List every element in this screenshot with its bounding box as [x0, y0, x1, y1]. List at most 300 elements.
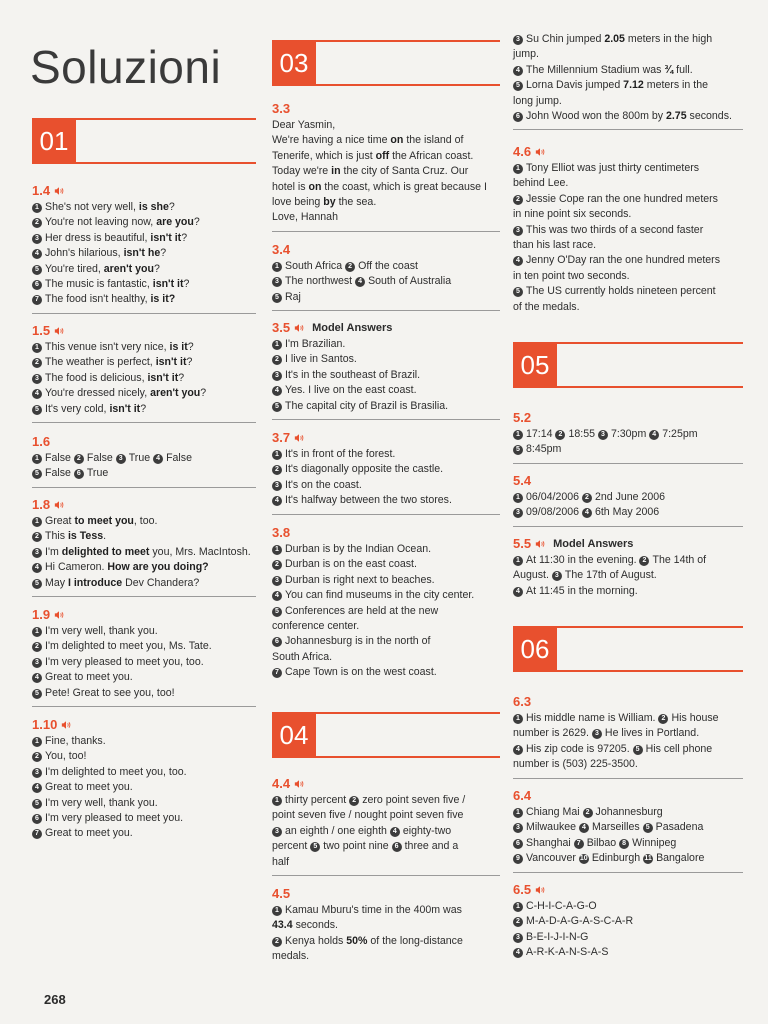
answer-text: ?: [187, 341, 194, 353]
answer-line: [272, 619, 500, 634]
section-heading: [513, 473, 743, 488]
item-number-badge: 4: [579, 823, 589, 833]
answer-text: 8:45pm: [526, 443, 562, 456]
answer-text: Tenerife, which is just: [272, 149, 376, 162]
bold-answer: on: [390, 134, 404, 147]
answer-line: [32, 545, 256, 560]
section-6-3: [513, 694, 743, 779]
answer-text: ?: [160, 247, 167, 260]
answer-text: Lorna Davis jumped: [526, 79, 624, 92]
item-number-badge: 1: [272, 262, 282, 272]
answer-text: The music is fantastic,: [45, 278, 153, 291]
answer-line: [32, 451, 256, 466]
section-1-8: [32, 497, 256, 597]
item-number-badge: 1: [513, 714, 523, 724]
item-number-badge: 1: [272, 340, 282, 350]
unit-06-badge: 06: [513, 626, 557, 672]
bold-answer: isn't it: [150, 231, 182, 244]
answer-text: The 17th of August.: [564, 569, 657, 582]
answer-text: Kamau Mburu's time in the 400m was: [285, 904, 462, 916]
item-number-badge: 1: [272, 796, 282, 806]
answer-line: [32, 734, 256, 749]
audio-speaker-icon: [54, 326, 64, 336]
answer-text: the city of Santa Cruz. Our: [340, 165, 469, 178]
answer-text: , too.: [133, 515, 158, 527]
item-number-badge: 3: [116, 454, 126, 464]
answer-line: [32, 655, 256, 670]
answer-line: [513, 253, 743, 268]
item-number-badge: 3: [272, 277, 282, 287]
item-number-badge: 1: [32, 737, 42, 747]
answer-text: Tony Elliot was just thirty centimeters: [526, 162, 700, 174]
item-number-badge: 3: [272, 481, 282, 491]
section-heading: [272, 886, 500, 901]
answer-text: Jessie Cope ran the one hundred meters: [526, 192, 718, 205]
section-divider: [32, 422, 256, 423]
item-number-badge: 1: [513, 808, 523, 818]
answer-text: M-A-D-A-G-A-S-C-A-R: [526, 915, 634, 928]
answer-text: 7:25pm: [662, 428, 698, 440]
item-number-badge: 3: [272, 371, 282, 381]
section-3-3: [272, 101, 500, 232]
section-heading: [513, 882, 743, 897]
item-number-badge: 1: [272, 450, 282, 460]
answer-text: South of Australia: [368, 275, 452, 288]
section-divider: [513, 129, 743, 130]
answer-text: Bilbao: [586, 836, 620, 849]
answer-text: You, too!: [45, 750, 87, 763]
page-title: Soluzioni: [30, 41, 222, 93]
item-number-badge: 5: [272, 293, 282, 303]
answer-text: False: [86, 452, 116, 464]
answer-text: South Africa.: [272, 650, 333, 663]
section-number: 6.5: [513, 882, 532, 897]
audio-speaker-icon: [535, 147, 545, 157]
item-number-badge: 5: [310, 842, 320, 852]
section-divider: [513, 526, 743, 527]
answer-line: [513, 726, 743, 741]
answer-text: Great to meet you.: [45, 671, 133, 684]
section-divider: [32, 706, 256, 707]
bold-answer: aren't you: [150, 387, 201, 400]
answer-text: of the long-distance: [367, 934, 463, 947]
answer-text: two point nine: [323, 840, 392, 853]
item-number-badge: 7: [32, 295, 42, 305]
answer-text: This was two thirds of a second faster: [526, 223, 704, 236]
bold-answer: is it: [169, 341, 188, 353]
section-1-5: [32, 323, 256, 423]
item-number-badge: 6: [513, 112, 523, 122]
answer-line: [513, 553, 743, 568]
answer-line: [513, 238, 743, 253]
answer-line: [272, 478, 500, 493]
answer-text: the African coast.: [389, 149, 474, 162]
answer-text: 6th May 2006: [594, 506, 660, 519]
bold-answer: is she: [138, 201, 169, 213]
answer-text: conference center.: [272, 620, 360, 633]
item-number-badge: 1: [513, 430, 523, 440]
item-number-badge: 2: [272, 355, 282, 365]
item-number-badge: 3: [513, 933, 523, 943]
item-number-badge: 5: [513, 81, 523, 91]
item-number-badge: 4: [582, 508, 592, 518]
answer-line: [272, 949, 500, 964]
answer-text: Pete! Great to see you, too!: [45, 686, 175, 699]
item-number-badge: 2: [639, 556, 649, 566]
item-number-badge: 2: [583, 808, 593, 818]
answer-line: [32, 200, 256, 215]
bold-answer: in: [331, 165, 341, 178]
answer-text: Pasadena: [655, 821, 704, 834]
item-number-badge: 5: [272, 402, 282, 412]
audio-speaker-icon: [54, 186, 64, 196]
item-number-badge: 1: [513, 493, 523, 503]
item-number-badge: 4: [513, 745, 523, 755]
answer-line: [513, 805, 743, 820]
answer-line: [513, 930, 743, 945]
answer-text: ?: [183, 278, 190, 291]
answer-text: three and a: [404, 840, 459, 853]
answer-text: seconds.: [686, 110, 732, 123]
answer-line: [32, 560, 256, 575]
answer-text: Durban is by the Indian Ocean.: [285, 543, 432, 555]
item-number-badge: 11: [644, 855, 652, 863]
answer-line: [32, 811, 256, 826]
answer-text: 18:55: [568, 428, 598, 440]
bold-answer: How are you doing?: [107, 561, 209, 574]
answer-text: You're dressed nicely,: [45, 387, 151, 400]
answer-line: [272, 447, 500, 462]
item-number-badge: 2: [349, 796, 359, 806]
item-number-badge: 4: [32, 783, 42, 793]
answer-text: False: [166, 452, 192, 464]
item-number-badge: 9: [513, 854, 523, 864]
section-number: 6.3: [513, 694, 532, 709]
answer-line: [513, 851, 743, 866]
answer-line: [272, 210, 500, 225]
answer-line: [513, 914, 743, 929]
item-number-badge: 4: [513, 256, 523, 266]
section-5-5: [513, 536, 743, 599]
answer-text: ?: [186, 356, 193, 369]
answer-text: Winnipeg: [632, 836, 677, 849]
answer-line: [513, 945, 743, 960]
section-heading: [32, 607, 256, 622]
item-number-badge: 5: [633, 745, 643, 755]
answer-line: [272, 290, 500, 305]
bold-answer: is Tess: [67, 530, 104, 543]
section-number: 1.4: [32, 183, 51, 198]
answer-text: At 11:45 in the morning.: [526, 584, 638, 597]
answer-line: [272, 259, 500, 274]
answer-text: Durban is on the east coast.: [285, 558, 417, 571]
section-number: 4.5: [272, 886, 291, 901]
answer-line: [272, 604, 500, 619]
section-number: 6.4: [513, 788, 532, 803]
section-4-5: [272, 886, 500, 965]
answer-line: [513, 568, 743, 583]
answer-text: You're not leaving now,: [45, 216, 157, 229]
bold-answer: by: [323, 196, 336, 209]
answer-text: We're having a nice time: [272, 134, 391, 147]
item-number-badge: 3: [272, 827, 282, 837]
answer-line: [272, 855, 500, 870]
answer-text: ?: [140, 402, 147, 415]
answer-line: [272, 352, 500, 367]
item-number-badge: 3: [513, 226, 523, 236]
answer-line: [513, 78, 743, 93]
model-answers-label: Model Answers: [553, 537, 634, 550]
answer-text: thirty percent: [285, 794, 350, 806]
item-number-badge: 4: [272, 386, 282, 396]
section-number: 3.5: [272, 320, 291, 335]
answer-text: Her dress is beautiful,: [45, 231, 151, 244]
item-number-badge: 7: [272, 668, 282, 678]
answer-text: medals.: [272, 950, 310, 963]
bold-answer: on: [308, 180, 322, 193]
answer-text: ?: [181, 231, 188, 244]
section-number: 1.10: [32, 717, 58, 732]
answer-text: ?: [168, 201, 175, 213]
item-number-badge: 4: [272, 591, 282, 601]
bold-answer: isn't he: [123, 247, 161, 260]
answer-text: It's very cold,: [45, 402, 110, 415]
section-number: 1.5: [32, 323, 51, 338]
answer-text: The weather is perfect,: [45, 356, 156, 369]
answer-text: You're tired,: [45, 262, 104, 275]
section-divider: [32, 596, 256, 597]
answer-text: Johannesburg is in the north of: [285, 635, 431, 648]
section-heading: [32, 323, 256, 338]
answer-line: [513, 109, 743, 124]
answer-text: love being: [272, 196, 324, 209]
item-number-badge: 3: [272, 576, 282, 586]
answer-line: [272, 274, 500, 289]
unit-06-header: [513, 626, 743, 672]
section-3-5: [272, 320, 500, 420]
answer-line: [32, 686, 256, 701]
section-number: 3.4: [272, 242, 291, 257]
answer-line: [513, 161, 743, 176]
answer-text: full.: [673, 63, 693, 76]
section-divider: [32, 487, 256, 488]
answer-text: number is 2629.: [513, 727, 592, 740]
item-number-badge: 4: [32, 673, 42, 683]
item-number-badge: 6: [74, 469, 84, 479]
answer-line: [272, 383, 500, 398]
section-number: 1.8: [32, 497, 51, 512]
answer-line: [513, 223, 743, 238]
answer-line: [272, 164, 500, 179]
answer-text: Marseilles: [592, 821, 643, 834]
item-number-badge: 1: [272, 906, 282, 916]
item-number-badge: 5: [513, 287, 523, 297]
answer-text: eighty-two: [402, 824, 452, 837]
answer-text: the island of: [403, 134, 464, 147]
answer-line: [32, 292, 256, 307]
answer-text: hotel is: [272, 180, 309, 193]
item-number-badge: 1: [32, 454, 42, 464]
answer-text: meters in the high: [624, 33, 713, 45]
answer-line: [272, 149, 500, 164]
page-number: 268: [44, 992, 66, 1007]
answer-line: [513, 207, 743, 222]
answer-line: [272, 808, 500, 823]
section-heading: [513, 536, 743, 551]
bold-answer: off: [375, 149, 390, 162]
item-number-badge: 5: [32, 799, 42, 809]
answer-line: [272, 903, 500, 918]
answer-line: [272, 368, 500, 383]
item-number-badge: 1: [272, 545, 282, 555]
section-heading: [32, 434, 256, 449]
section-4-6: [513, 144, 743, 315]
item-number-badge: 2: [32, 218, 42, 228]
item-number-badge: 1: [32, 343, 42, 353]
item-number-badge: 3: [552, 571, 562, 581]
answer-line: [272, 573, 500, 588]
answer-text: True: [86, 467, 109, 480]
answer-text: A-R-K-A-N-S-A-S: [526, 946, 609, 959]
answer-text: Chiang Mai: [526, 806, 583, 818]
answer-text: the sea.: [335, 196, 377, 209]
answer-text: Su Chin jumped: [526, 33, 605, 45]
answer-line: [272, 399, 500, 414]
item-number-badge: 1: [513, 902, 523, 912]
item-number-badge: 6: [32, 814, 42, 824]
answer-text: 7:30pm: [610, 428, 650, 440]
item-number-badge: 2: [513, 195, 523, 205]
item-number-badge: 4: [32, 249, 42, 259]
answer-text: Cape Town is on the west coast.: [285, 666, 437, 679]
answer-text: Durban is right next to beaches.: [285, 573, 435, 586]
unit-04-badge: 04: [272, 712, 316, 758]
answer-text: Milwaukee: [526, 821, 579, 834]
item-number-badge: 7: [32, 829, 42, 839]
item-number-badge: 5: [32, 469, 42, 479]
answer-line: [513, 32, 743, 47]
answer-text: meters in the: [643, 79, 708, 92]
audio-speaker-icon: [61, 720, 71, 730]
answer-text: than his last race.: [513, 239, 597, 252]
answer-line: [513, 820, 743, 835]
answer-line: [513, 757, 743, 772]
item-number-badge: 3: [32, 658, 42, 668]
section-heading: [32, 183, 256, 198]
answer-text: I'm Brazilian.: [285, 338, 346, 350]
section-3-8: [272, 525, 500, 681]
item-number-badge: 4: [513, 66, 523, 76]
section-3-4: [272, 242, 500, 311]
item-number-badge: 10: [579, 855, 588, 863]
answer-line: [272, 133, 500, 148]
item-number-badge: 5: [32, 405, 42, 415]
answer-line: [32, 780, 256, 795]
section-number: 1.6: [32, 434, 51, 449]
section-1-10: [32, 717, 256, 842]
answer-text: Jenny O'Day ran the one hundred meters: [526, 254, 720, 267]
item-number-badge: 2: [582, 493, 592, 503]
answer-line: [513, 47, 743, 62]
answer-text: an eighth / one eighth: [285, 824, 390, 837]
answer-text: The 14th of: [652, 554, 707, 566]
item-number-badge: 3: [598, 430, 608, 440]
answer-line: [32, 576, 256, 591]
bold-answer: 2.05: [604, 33, 625, 45]
answer-line: [32, 466, 256, 481]
answer-line: [272, 542, 500, 557]
section-6-5: [513, 882, 743, 961]
section-number: 3.7: [272, 430, 291, 445]
section-3-7: [272, 430, 500, 515]
answer-line: [513, 284, 743, 299]
answer-text: Great to meet you.: [45, 827, 133, 840]
answer-text: It's halfway between the two stores.: [285, 494, 452, 507]
section-1-9: [32, 607, 256, 707]
answer-line: [272, 493, 500, 508]
answer-text: percent: [272, 840, 311, 853]
section-heading: [513, 694, 743, 709]
item-number-badge: 5: [513, 445, 523, 455]
answer-line: [32, 371, 256, 386]
section-number: 3.3: [272, 101, 291, 116]
item-number-badge: 2: [32, 752, 42, 762]
item-number-badge: 7: [574, 839, 584, 849]
section-number: 5.5: [513, 536, 532, 551]
answer-text: C-H-I-C-A-G-O: [526, 900, 597, 912]
unit-01-header: [32, 118, 256, 164]
answer-line: [272, 462, 500, 477]
audio-speaker-icon: [54, 610, 64, 620]
bold-answer: 50%: [346, 934, 368, 947]
bold-answer: 2.75: [665, 110, 687, 123]
answer-line: [513, 300, 743, 315]
item-number-badge: 4: [390, 827, 400, 837]
item-number-badge: 1: [513, 164, 523, 174]
item-number-badge: 2: [32, 532, 42, 542]
answer-line: [272, 934, 500, 949]
answer-line: [272, 195, 500, 210]
answer-text: Shanghai: [526, 836, 574, 849]
answer-line: [513, 742, 743, 757]
answer-text: 06/04/2006: [526, 491, 582, 503]
answer-text: half: [272, 855, 290, 868]
item-number-badge: 2: [272, 937, 282, 947]
audio-speaker-icon: [294, 779, 304, 789]
section-1-6: [32, 434, 256, 488]
answer-line: [272, 337, 500, 352]
section-number: 4.6: [513, 144, 532, 159]
answer-line: [513, 94, 743, 109]
answer-text: Dev Chandera?: [122, 576, 200, 589]
answer-line: [272, 557, 500, 572]
item-number-badge: 4: [513, 587, 523, 597]
answer-line: [513, 427, 743, 442]
section-heading: [272, 525, 500, 540]
answer-line: [32, 639, 256, 654]
item-number-badge: 2: [345, 262, 355, 272]
answer-line: [32, 749, 256, 764]
section-1-4: [32, 183, 256, 314]
item-number-badge: 4: [153, 454, 163, 464]
answer-text: you, Mrs. MacIntosh.: [149, 545, 251, 558]
answer-line: [513, 505, 743, 520]
section-4-4: [272, 776, 500, 876]
item-number-badge: 4: [649, 430, 659, 440]
answer-text: This: [45, 530, 68, 543]
answer-text: number is (503) 225-3500.: [513, 758, 638, 771]
item-number-badge: 5: [32, 265, 42, 275]
